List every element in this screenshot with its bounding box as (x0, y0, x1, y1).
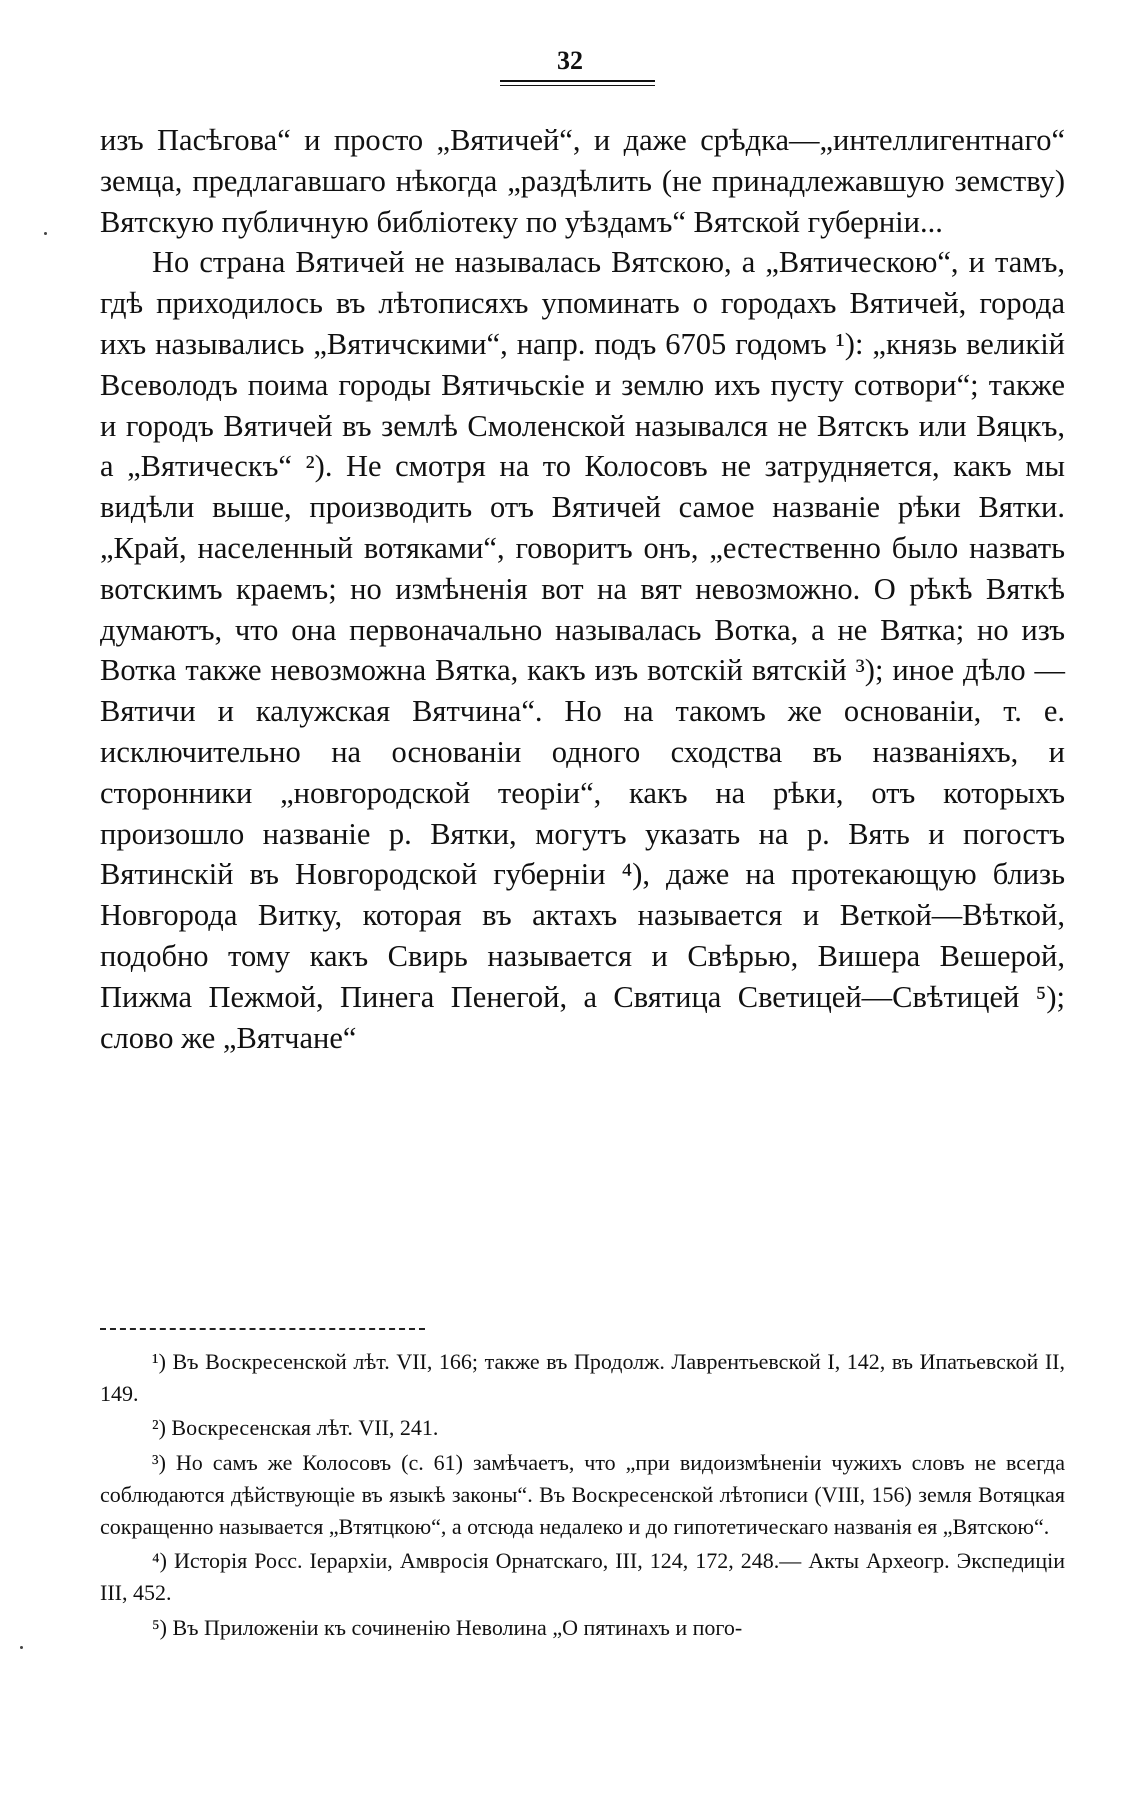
page-number-rule-thin (500, 85, 655, 86)
footnote-1: ¹) Въ Воскресенской лѣт. VII, 166; также въ Продолж. Лаврентьевской I, 142, въ Ипатьевской II, 149. (100, 1349, 1065, 1407)
footnote-5: ⁵) Въ Приложеніи къ сочиненію Неволина „О пятинахъ и пого- (152, 1614, 743, 1640)
footnote-2: ²) Воскресенская лѣт. VII, 241. (152, 1415, 439, 1441)
scan-speck (44, 232, 47, 235)
page-number-rule (500, 80, 655, 82)
footnote-separator (100, 1328, 425, 1330)
footnote-3: ³) Но самъ же Колосовъ (с. 61) замѣчаетъ, что „при видоизмѣненіи чужихъ словъ не всегда соблюдаются дѣйствующіе въ языкѣ законы“. Въ Воскресенской лѣтописи (VIII, 156) земля Вотяцкая сокращенно называется „Втятцкою“, а отсюда недалеко и до гипотетическаго названія ея „Вятскою“. (100, 1449, 1065, 1540)
scan-speck (20, 1646, 23, 1649)
footnotes (100, 1346, 1065, 1646)
body-text (100, 120, 1065, 1058)
paragraph-main: Но страна Вятичей не называлась Вятскою, а „Вятическою“, и тамъ, гдѣ приходилось въ лѣтописяхъ упоминать о городахъ Вятичей, города ихъ назывались „Вятичскими“, напр. подъ 6705 годомъ ¹): „князь великій Всеволодъ поима городы Вятичьскіе и землю ихъ пусту сотвори“; также и городъ Вятичей въ землѣ Смоленской назывался не Вятскъ или Вяцкъ, а „Вятическъ“ ²). Не смотря на то Колосовъ не затрудняется, какъ мы видѣли выше, производить отъ Вятичей самое названіе рѣки Вятки. „Край, населенный вотяками“, говоритъ онъ, „естественно было назвать вотскимъ краемъ; но измѣненія вот на вят невозможно. О рѣкѣ Вяткѣ думаютъ, что она первоначально называлась Вотка, а не Вятка; но изъ Вотка также невозможна Вятка, какъ изъ вотскій вятскій ³); иное дѣло — Вятичи и калужская Вятчина“. Но на такомъ же основаніи, т. е. исключительно на основаніи одного сходства въ названіяхъ, и сторонники „новгородской теоріи“, какъ на рѣки, отъ которыхъ произошло названіе р. Вятки, могутъ указать на р. Вять и погостъ Вятинскій въ Новгородской губерніи ⁴), даже на протекающую близь Новгорода Витку, которая въ актахъ называется и Веткой—Вѣткой, подобно тому какъ Свирь называется и Свѣрью, Вишера Вешерой, Пижма Пежмой, Пинега Пенегой, а Святица Светицей—Свѣтицей ⁵); слово же „Вятчане“ (100, 245, 1065, 1055)
paragraph-continued: изъ Пасѣгова“ и просто „Вятичей“, и даже срѣдка—„интеллигентнаго“ земца, предлагавшаго нѣкогда „раздѣлить (не принадлежавшую земству) Вятскую публичную библіотеку по уѣздамъ“ Вятской губерніи... (100, 123, 1065, 239)
footnote-4: ⁴) Исторія Росс. Іерархіи, Амвросія Орнатскаго, III, 124, 172, 248.— Акты Археогр. Экспедиціи III, 452. (100, 1548, 1065, 1606)
page-number: 32 (557, 46, 583, 75)
